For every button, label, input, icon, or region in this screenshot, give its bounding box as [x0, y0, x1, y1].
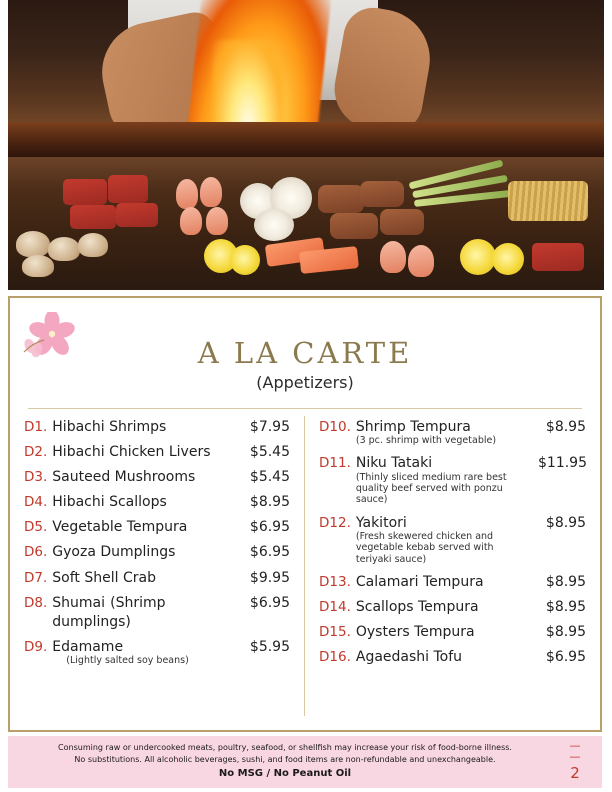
item-price: $6.95 [249, 519, 290, 536]
grill-surface [8, 157, 604, 290]
item-code: D12. [319, 514, 351, 531]
food-mushroom [22, 255, 54, 277]
footer-line-3: No MSG / No Peanut Oil [218, 768, 352, 779]
food-shrimp [206, 207, 228, 235]
item-name: Hibachi Shrimps [52, 419, 167, 435]
food-steak [360, 181, 404, 207]
item-price: $8.95 [249, 494, 290, 511]
page-title: A LA CARTE [197, 336, 413, 370]
menu-item [319, 512, 586, 565]
footer-bar [8, 736, 602, 788]
menu-item [24, 636, 290, 666]
item-name-block [356, 452, 530, 505]
menu-item [24, 567, 290, 586]
item-name: Shumai [52, 594, 106, 611]
food-noodles [508, 181, 588, 221]
item-price: $6.95 [249, 594, 290, 611]
item-price: $5.45 [249, 469, 290, 486]
item-name-block [52, 636, 234, 666]
food-steak [318, 185, 364, 213]
item-code: D7. [24, 569, 48, 586]
food-meat [532, 243, 584, 271]
item-price: $6.95 [545, 649, 586, 666]
menu-item [24, 541, 290, 560]
item-code: D13. [319, 574, 351, 591]
item-code: D8. [24, 594, 48, 611]
item-name-block [52, 567, 234, 586]
item-name-block [52, 416, 234, 435]
food-shrimp [408, 245, 434, 277]
hero-photo [8, 0, 604, 290]
item-price: $8.95 [545, 514, 586, 531]
item-description: (Thinly sliced medium rare best quality beef served with ponzu sauce) [355, 471, 507, 506]
header-divider [28, 408, 582, 409]
item-code: D1. [24, 419, 48, 435]
item-name-block [356, 596, 530, 615]
item-name-block [356, 571, 530, 590]
food-meat [70, 205, 116, 229]
item-name-block [52, 516, 234, 535]
menu-item [24, 516, 290, 535]
item-description: (Lightly salted soy beans) [66, 654, 189, 666]
item-description: (3 pc. shrimp with vegetable) [355, 435, 497, 447]
item-code: D3. [24, 469, 48, 486]
item-name: Yakitori [355, 514, 407, 531]
food-lemon [492, 243, 524, 275]
item-name: Scallops Tempura [355, 599, 479, 616]
item-name-block [356, 646, 530, 665]
food-mushroom [16, 231, 50, 257]
item-code: D11. [319, 455, 351, 472]
food-onion-ring [254, 209, 294, 241]
item-name: Hibachi Chicken Livers [52, 444, 211, 461]
menu-item [24, 441, 290, 460]
item-name: Soft Shell Crab [52, 569, 156, 586]
menu-header [10, 298, 600, 392]
food-shrimp [176, 179, 198, 209]
item-name-block [52, 441, 234, 460]
menu-columns [10, 416, 600, 716]
item-description: (Shrimp dumplings) [52, 594, 166, 630]
food-mushroom [48, 237, 80, 261]
item-name-block [52, 541, 234, 560]
item-name-block [52, 592, 234, 630]
menu-item [319, 646, 586, 665]
item-code: D15. [319, 624, 351, 641]
food-meat [108, 175, 148, 203]
item-name: Niku Tataki [355, 455, 433, 472]
item-code: D5. [24, 519, 48, 536]
food-lemon [230, 245, 260, 275]
item-price: $9.95 [249, 569, 290, 586]
item-code: D4. [24, 494, 48, 511]
item-price: $8.95 [545, 574, 586, 591]
item-price: $8.95 [545, 419, 586, 435]
item-price: $8.95 [545, 624, 586, 641]
page-number: 2 [570, 764, 580, 782]
item-name-block [356, 512, 530, 565]
item-name: Shrimp Tempura [355, 419, 471, 435]
food-shrimp [200, 177, 222, 207]
menu-item [319, 571, 586, 590]
item-name: Oysters Tempura [355, 624, 475, 641]
item-description: (Fresh skewered chicken and vegetable kebab served with teriyaki sauce) [355, 530, 494, 565]
item-code: D10. [319, 419, 351, 435]
item-name: Edamame [52, 638, 124, 655]
item-price: $7.95 [249, 419, 290, 435]
item-price: $6.95 [249, 544, 290, 561]
food-shrimp [180, 207, 202, 235]
item-name: Sauteed Mushrooms [52, 469, 196, 486]
item-name-block [356, 416, 530, 446]
food-lemon [460, 239, 496, 275]
item-name: Calamari Tempura [355, 574, 484, 591]
item-code: D2. [24, 444, 48, 461]
item-name: Hibachi Scallops [52, 494, 167, 511]
menu-item [319, 621, 586, 640]
item-price: $5.95 [249, 638, 290, 655]
food-shrimp [380, 241, 406, 273]
item-name-block [52, 491, 234, 510]
item-code: D14. [319, 599, 351, 616]
menu-item [319, 416, 586, 446]
food-steak [380, 209, 424, 235]
food-steak [330, 213, 378, 239]
menu-item [24, 416, 290, 435]
footer-line-1: Consuming raw or undercooked meats, poultry, seafood, or shellfish may increase your risk of food-borne illness. [58, 743, 512, 752]
item-price: $8.95 [545, 599, 586, 616]
menu-panel [8, 296, 602, 732]
food-mushroom [78, 233, 108, 257]
item-code: D16. [319, 649, 351, 666]
menu-item [24, 466, 290, 485]
menu-column-right [305, 416, 600, 716]
menu-item [24, 491, 290, 510]
footer-line-2: No substitutions. All alcoholic beverages, sushi, and food items are non-refundable and unexchangeable. [74, 755, 496, 764]
item-code: D6. [24, 544, 48, 561]
item-price: $11.95 [538, 455, 587, 472]
page-lines-icon: — — [569, 739, 581, 763]
menu-column-left [10, 416, 305, 716]
menu-item [319, 452, 586, 505]
menu-item [24, 592, 290, 630]
item-code: D9. [24, 638, 48, 655]
food-meat [63, 179, 107, 205]
food-meat [116, 203, 158, 227]
item-price: $5.45 [249, 444, 290, 461]
item-name-block [356, 621, 530, 640]
item-name: Agaedashi Tofu [355, 649, 463, 666]
footer-disclaimer [8, 736, 602, 779]
item-name: Gyoza Dumplings [52, 544, 176, 561]
cherry-blossom-icon [22, 312, 84, 358]
page-indicator [558, 740, 592, 782]
page-subtitle: (Appetizers) [256, 373, 354, 392]
item-name: Vegetable Tempura [52, 519, 188, 536]
item-name-block [52, 466, 234, 485]
menu-item [319, 596, 586, 615]
grill-counter [8, 122, 604, 157]
